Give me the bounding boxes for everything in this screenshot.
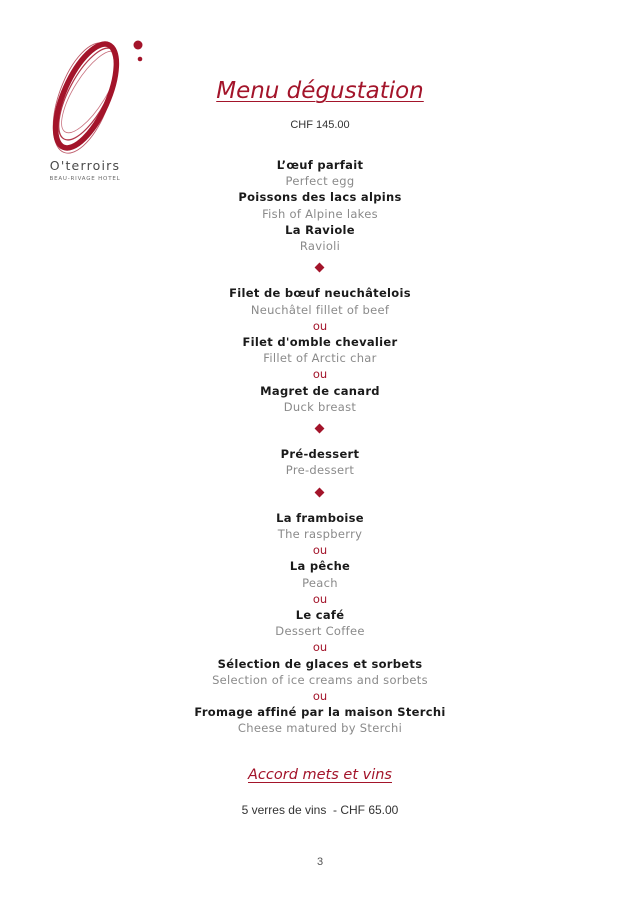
menu-price: CHF 145.00 (290, 119, 350, 131)
dish-name: La Raviole (285, 222, 355, 237)
menu-title: Menu dégustation (216, 78, 424, 104)
logo-name: O'terroirs (49, 158, 121, 173)
dish-name: Sélection de glaces et sorbets (217, 656, 423, 671)
dish-translation: Fillet of Arctic char (263, 351, 377, 366)
dish-name: La framboise (276, 510, 364, 525)
dish-translation: Perfect egg (285, 174, 355, 189)
dish-translation: The raspberry (277, 527, 363, 541)
logo-subtitle: BEAU-RIVAGE HOTEL (49, 176, 121, 182)
or-separator: ou (312, 689, 328, 703)
dish-translation: Duck breast (283, 399, 357, 414)
dish-translation: Selection of ice creams and sorbets (212, 672, 428, 687)
dish-name: Poissons des lacs alpins (238, 190, 402, 205)
dish-translation: Peach (302, 575, 338, 590)
or-separator: ou (312, 591, 328, 606)
dish-translation: Ravioli (299, 239, 341, 253)
dish-name: Filet de bœuf neuchâtelois (229, 286, 411, 301)
dish-name: Filet d'omble chevalier (242, 335, 398, 349)
or-separator: ou (312, 543, 328, 558)
diamond-divider-icon (315, 487, 325, 497)
dish-name: Pré-dessert (280, 447, 360, 462)
diamond-divider-icon (315, 424, 325, 434)
dish-name: Fromage affiné par la maison Sterchi (194, 705, 446, 720)
dish-translation: Pre-dessert (285, 463, 355, 478)
dish-name: Le café (295, 608, 345, 622)
or-separator: ou (312, 318, 328, 333)
or-separator: ou (312, 367, 328, 382)
dish-translation: Dessert Coffee (275, 624, 365, 639)
or-separator: ou (312, 640, 328, 655)
dish-translation: Fish of Alpine lakes (262, 206, 378, 221)
dish-name: L’œuf parfait (276, 158, 364, 172)
dish-name: La pêche (289, 559, 351, 574)
dish-name: Magret de canard (260, 383, 380, 398)
dish-translation: Cheese matured by Sterchi (237, 721, 403, 736)
page-number: 3 (316, 856, 324, 868)
wine-pairing-detail: 5 verres de vins - CHF 65.00 (241, 803, 399, 817)
dish-translation: Neuchâtel fillet of beef (250, 302, 390, 317)
diamond-divider-icon (315, 263, 325, 273)
wine-pairing-title: Accord mets et vins (248, 767, 392, 783)
